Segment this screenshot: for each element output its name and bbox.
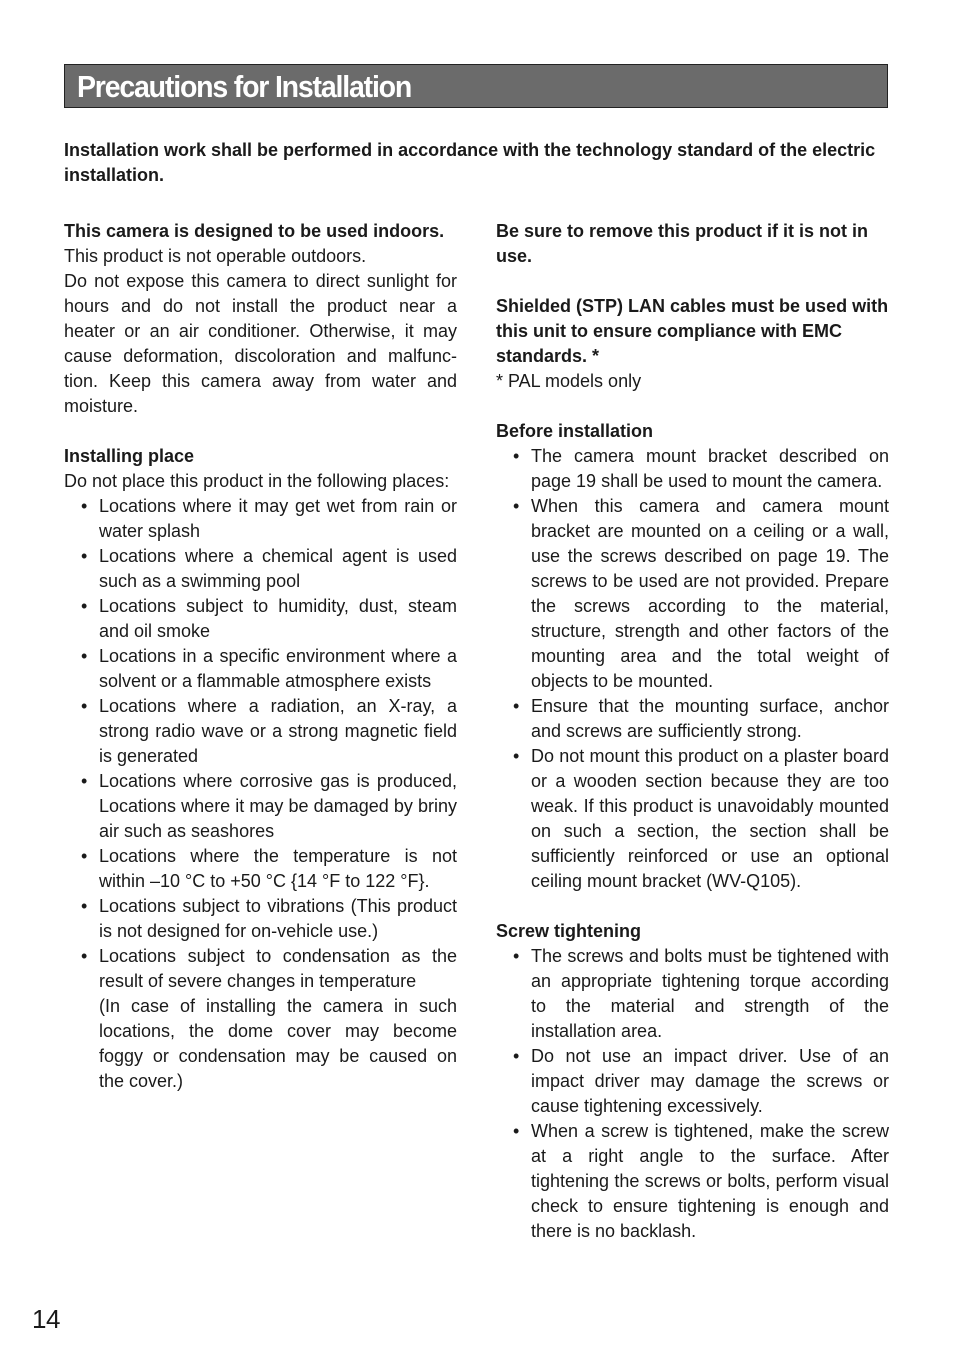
installing-place-list [64, 494, 457, 994]
indoor-heading: This camera is designed to be used indoors. [64, 221, 445, 241]
list-item: • The camera mount bracket described on page 19 shall be used to mount the camera. [531, 444, 889, 494]
list-item: • Do not use an impact driver. Use of an impact driver may damage the screws or cause tightening excessively. [531, 1044, 889, 1119]
list-item: • The screws and bolts must be tightened with an appropriate tightening torque according to the material and strength of the installation area. [531, 944, 889, 1044]
page-number: 14 [32, 1304, 60, 1334]
stp-cable-heading: Shielded (STP) LAN cables must be used with this unit to ensure compliance with EMC standards. * [496, 296, 889, 366]
indoor-paragraph-2: Do not expose this camera to direct sunlight for hours and do not install the product near a heater or an air conditioner. Otherwise, it may cause deformation, discoloration and malfunction. Keep this camera away from water and moisture. [64, 271, 457, 416]
list-item: • When this camera and camera mount bracket are mounted on a ceiling or a wall, use the screws described on page 19. The screws to be used are not provided. Prepare the screws according to the material, structure, strength and other factors of the mounting area and the total weight of objects to be mounted. [531, 494, 889, 694]
list-item: • Locations where a radiation, an X-ray, a strong radio wave or a strong magnetic field is generated [99, 694, 457, 769]
remove-product-heading: Be sure to remove this product if it is not in use. [496, 221, 869, 266]
before-installation-heading: Before installation [496, 421, 654, 441]
left-column [64, 219, 457, 1094]
condensation-note: (In case of installing the camera in such locations, the dome cover may become foggy or condensation may be caused on the cover.) [99, 996, 457, 1091]
right-column [496, 219, 889, 1244]
list-item: • Locations subject to condensation as the result of severe changes in temperature [99, 944, 457, 994]
installing-place-intro: Do not place this product in the following places: [64, 471, 450, 491]
list-item: • Locations where corrosive gas is produced, Locations where it may be damaged by briny air such as seashores [99, 769, 457, 844]
screw-tightening-heading: Screw tightening [496, 921, 642, 941]
stp-footnote: * PAL models only [496, 371, 642, 391]
list-item: • Ensure that the mounting surface, anchor and screws are sufficiently strong. [531, 694, 889, 744]
title-bar [64, 64, 888, 108]
list-item: • Locations where the temperature is not within –10 °C to +50 °C {14 °F to 122 °F}. [99, 844, 457, 894]
list-item: • Locations subject to humidity, dust, steam and oil smoke [99, 594, 457, 644]
intro-statement: Installation work shall be performed in accordance with the technology standard of the electric installation. [64, 140, 876, 185]
list-item: • Do not mount this product on a plaster board or a wooden section because they are too weak. If this product is unavoidably mounted on such a section, the section shall be sufficiently reinforced or use an optional ceiling mount bracket (WV-Q105). [531, 744, 889, 894]
before-installation-list [496, 444, 889, 894]
page-title: Precautions for Installation [76, 69, 412, 104]
list-item: • Locations where it may get wet from rain or water splash [99, 494, 457, 544]
list-item: • Locations where a chemical agent is used such as a swimming pool [99, 544, 457, 594]
screw-tightening-list [496, 944, 889, 1244]
list-item: • Locations in a specific environment where a solvent or a flammable atmosphere exists [99, 644, 457, 694]
indoor-paragraph-1: This product is not operable outdoors. [64, 246, 367, 266]
installing-place-heading: Installing place [64, 446, 195, 466]
list-item: • When a screw is tightened, make the screw at a right angle to the surface. After tightening the screws or bolts, perform visual check to ensure tightening is enough and there is no backlash. [531, 1119, 889, 1244]
list-item: • Locations subject to vibrations (This product is not designed for on-vehicle use.) [99, 894, 457, 944]
